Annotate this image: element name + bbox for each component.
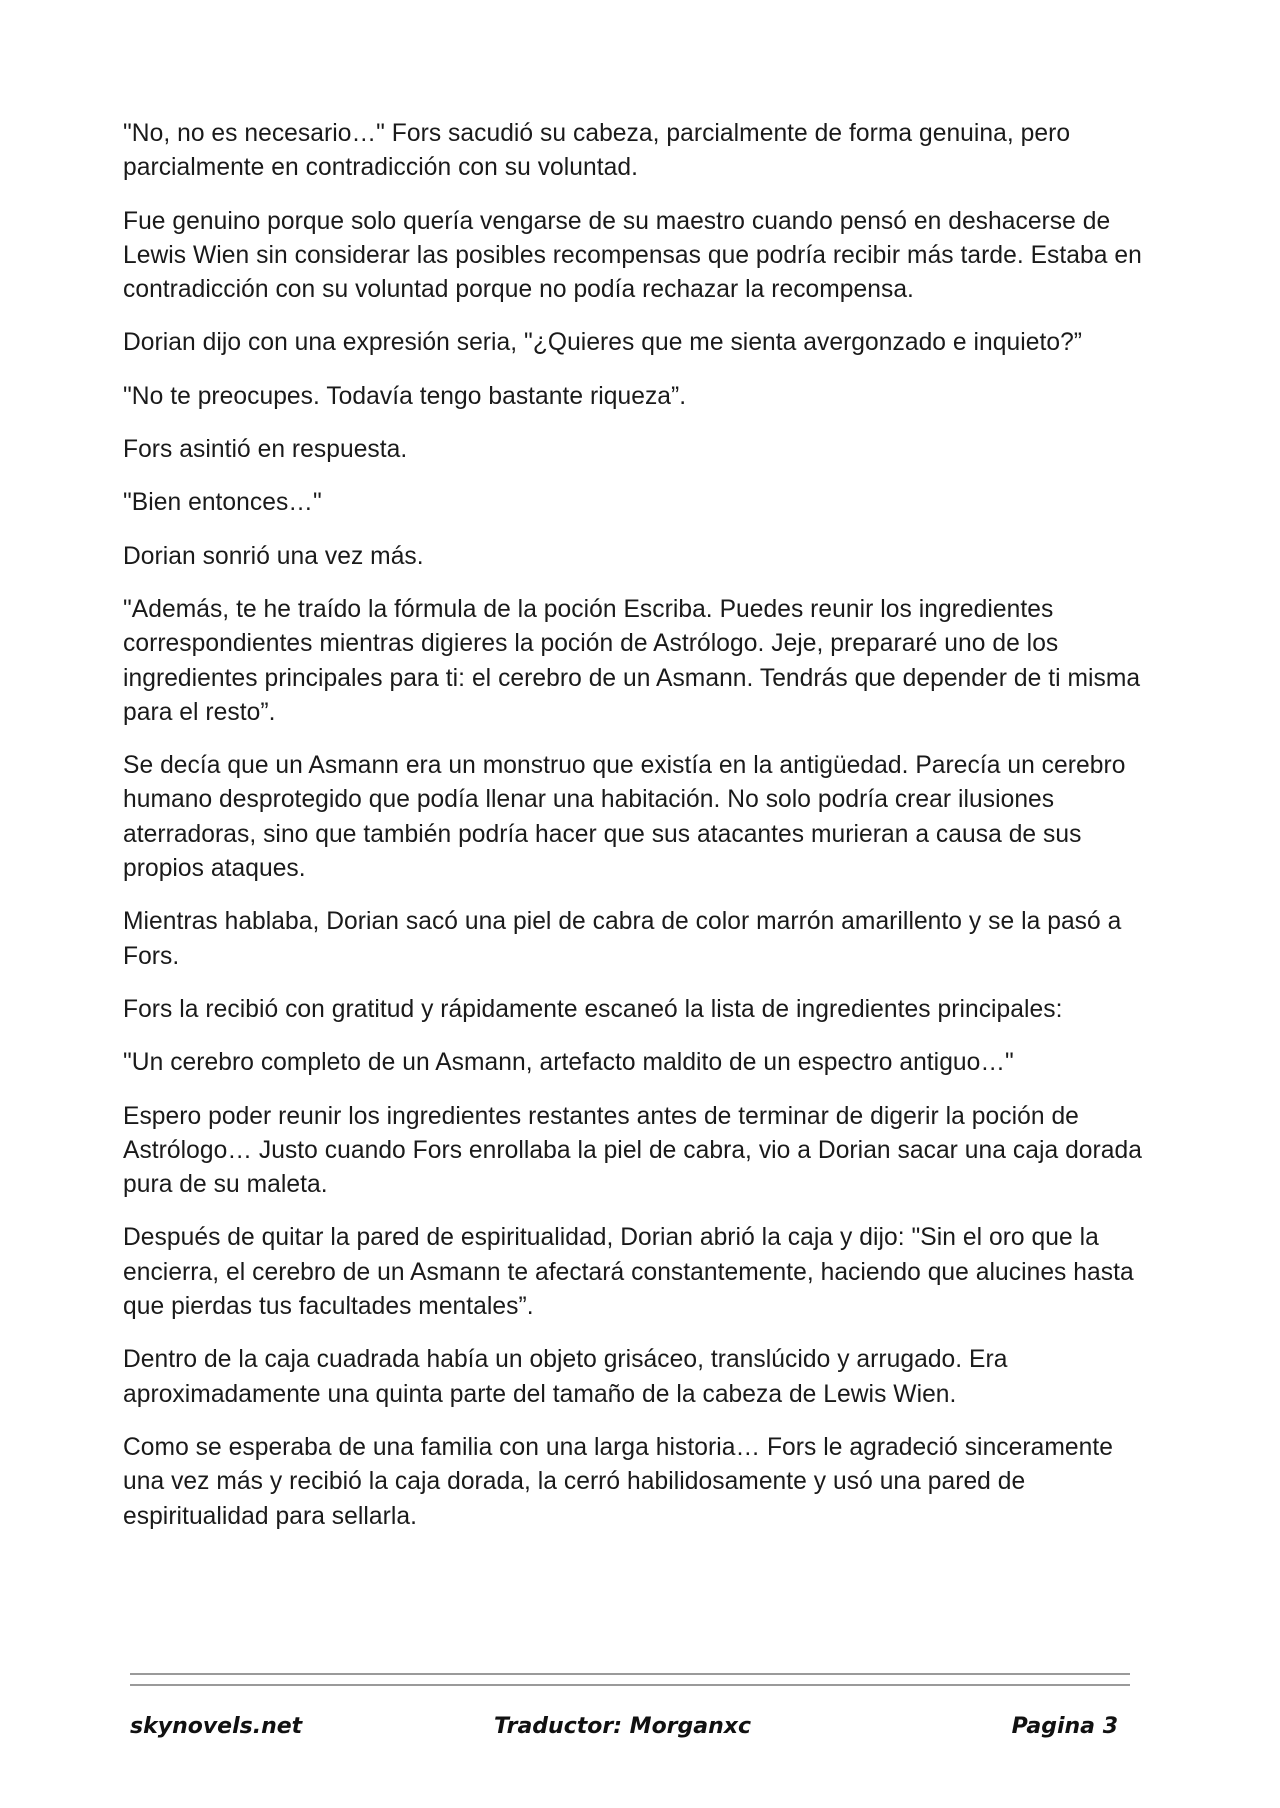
- footer-divider-bottom: [130, 1684, 1130, 1686]
- footer-site: skynovels.net: [130, 1714, 303, 1739]
- footer-translator: Traductor: Morganxc: [494, 1714, 752, 1739]
- footer-divider-top: [130, 1673, 1130, 1675]
- paragraph: Después de quitar la pared de espiritualidad, Dorian abrió la caja y dijo: "Sin el oro que la encierra, el cerebro de un Asmann te afectará constantemente, haciendo que alucines hasta que pierdas tus facultades mentales”.: [123, 1224, 1134, 1321]
- page-footer: [130, 1714, 1130, 1748]
- paragraph: Dorian sonrió una vez más.: [123, 542, 424, 570]
- paragraph: Fue genuino porque solo quería vengarse de su maestro cuando pensó en deshacerse de Lewis Wien sin considerar las posibles recompensas que podría recibir más tarde. Estaba en contradicción con su voluntad porque no podía rechazar la recompensa.: [123, 207, 1142, 304]
- paragraph: "Un cerebro completo de un Asmann, artefacto maldito de un espectro antiguo…": [123, 1049, 1014, 1077]
- paragraph: Como se esperaba de una familia con una larga historia… Fors le agradeció sinceramente una vez más y recibió la caja dorada, la cerró habilidosamente y usó una pared de espiritualidad para sellarla.: [123, 1433, 1113, 1530]
- paragraph: Fors asintió en respuesta.: [123, 436, 408, 464]
- paragraph: Se decía que un Asmann era un monstruo que existía en la antigüedad. Parecía un cerebro humano desprotegido que podía llenar una habitación. No solo podría crear ilusiones aterradoras, sino que también podría hacer que sus atacantes murieran a causa de sus propios ataques.: [123, 752, 1126, 883]
- paragraph: Mientras hablaba, Dorian sacó una piel de cabra de color marrón amarillento y se la pasó a Fors.: [123, 908, 1122, 970]
- footer-page-number: Pagina 3: [1011, 1714, 1118, 1739]
- paragraph: Dentro de la caja cuadrada había un objeto grisáceo, translúcido y arrugado. Era aproximadamente una quinta parte del tamaño de la cabeza de Lewis Wien.: [123, 1346, 1008, 1408]
- paragraph: Dorian dijo con una expresión seria, "¿Quieres que me sienta avergonzado e inquieto?”: [123, 329, 1083, 357]
- paragraph: "No te preocupes. Todavía tengo bastante riqueza”.: [123, 382, 687, 410]
- paragraph: "Además, te he traído la fórmula de la poción Escriba. Puedes reunir los ingredientes correspondientes mientras digieres la poción de Astrólogo. Jeje, prepararé uno de los ingredientes principales para ti: el cerebro de un Asmann. Tendrás que depender de ti misma para el resto”.: [123, 595, 1141, 726]
- document-body: [123, 117, 1143, 1553]
- paragraph: Espero poder reunir los ingredientes restantes antes de terminar de digerir la poción de Astrólogo… Justo cuando Fors enrollaba la piel de cabra, vio a Dorian sacar una caja dorada pura de su maleta.: [123, 1102, 1142, 1199]
- paragraph: "Bien entonces…": [123, 489, 322, 517]
- paragraph: "No, no es necesario…" Fors sacudió su cabeza, parcialmente de forma genuina, pero parcialmente en contradicción con su voluntad.: [123, 120, 1071, 182]
- paragraph: Fors la recibió con gratitud y rápidamente escaneó la lista de ingredientes principales:: [123, 995, 1063, 1023]
